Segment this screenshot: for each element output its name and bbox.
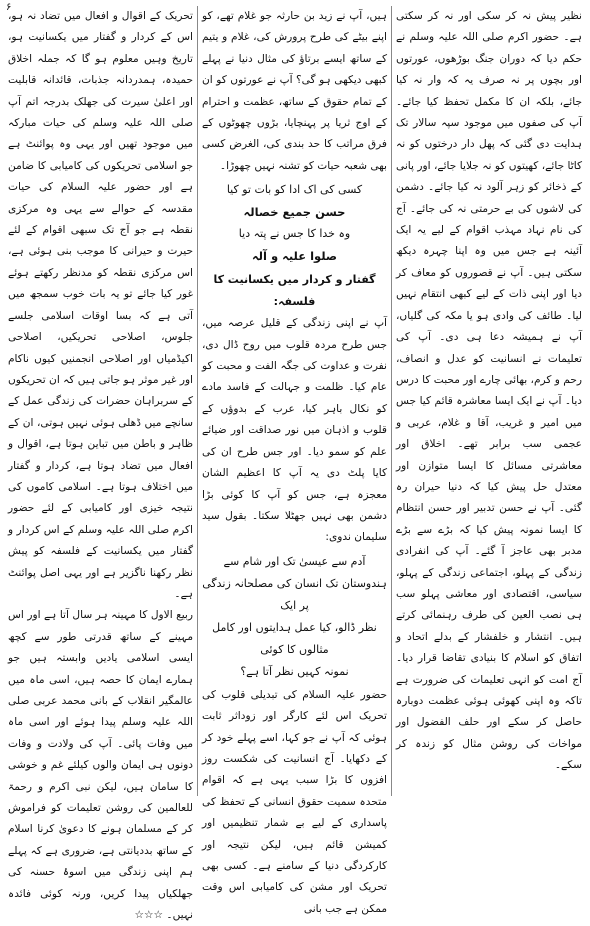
quote-line: نمونہ کہیں نظر آتا ہے؟ [240, 664, 349, 678]
verse-line: کسی کی اک ادا کو بات تو کیا [226, 183, 363, 197]
column-middle [198, 6, 392, 915]
paragraph: ہیں، آپ نے زید بن حارثہ جو غلام تھے، کو اپنے بیٹے کی طرح پرورش کی، غلام و یتیم کے ساتھ ایسے برتاؤ کی مثال دنیا نے پہلے کبھی دیکھی ہو گی؟ آپ نے عورتوں کو ان کے تمام حقوق کے ساتھ، عظمت و احترام کے اوج ثریا پر پہنچایا، بڑوں چھوٹوں کے فرق مراتب کا حد بندی کی، الغرض کسی بھی شعبہ حیات کو تشنہ نہیں چھوڑا۔ [202, 10, 387, 172]
verse-line-arabic: حسن جمیع خصالہ [243, 205, 346, 220]
quote-line: نظر ڈالو، کیا عمل ہدایتوں اور کامل مثالوں کا کوئی [212, 620, 377, 656]
paragraph: تحریک کے اقوال و افعال میں تضاد نہ ہو، اس کے کردار و گفتار میں یکسانیت ہو، تاریخ وہیں معلوم ہو گا کہ جملہ اخلاق حمیدہ، ہمدردانہ جذبات، قائدانہ قابلیت اور اعلیٰ سیرت کی جھلک بدرجہ اتم آپ صلی اللہ علیہ وسلم کی حیات مبارکہ میں موجود تھیں اور یہی وہ پوائنٹ ہے جو اسلامی تحریکوں کی کامیابی کا ضامن ہے اور حضور علیہ السلام کی حیات مقدسہ کے حوالے سے یہی وہ مرکزی نقطہ ہے جو آج تک سبھی اقوام کے لئے حیرت و حیرانی کا موجب بنی ہوئی ہے، اس مرکزی نقطہ کو مدنظر رکھتے ہوئے غور کیا جائے تو یہ بات خوب سمجھ میں آتی ہے کہ بسا اوقات اسلامی جلسے جلوس، اصلاحی تحریکیں، اصلاحی اکیڈمیاں اور اصلاحی انجمنیں کیوں ناکام اور غیر موثر ہو جاتی ہیں کہ ان تحریکوں کے سربراہان حضرات کی زندگی عمل کے سانچے میں ڈھلی ہوئی نہیں ہوتی، ان کے ظاہر و باطن میں تباین ہوتا ہے، اقوال و افعال میں تضاد ہوتا ہے، کردار و گفتار میں اختلاف ہوتا ہے۔ اسلامی کاموں کی نتیجہ خیزی اور کامیابی کے لئے حضور اکرم صلی اللہ علیہ وسلم کے اس کردار و گفتار میں یکسانیت کے فلسفہ کو پیش نظر رکھنا ناگزیر ہے اور یہی اصل پوائنٹ ہے۔ [8, 10, 193, 600]
poem-verse [202, 179, 387, 267]
quote-line: آدم سے عیسیٰ تک اور شام سے [223, 554, 366, 568]
verse-line-arabic: صلوا علیہ و آلہ [251, 249, 338, 264]
text-columns [4, 6, 586, 922]
paragraph: آپ نے اپنی زندگی کے قلیل عرصہ میں، جس طرح مردہ قلوب میں روح ڈال دی، نفرت و عداوت کی جگہ الفت و محبت کو عام کیا۔ ظلمت و جہالت کے فاسد مادے کو نکال باہر کیا، عرب کے بدوؤں کے قلوب و اذہان میں نور صداقت اور ضیائے علم کو سمو دیا۔ اور جس طرح ان کی کایا پلٹ دی یہ آپ کا اعظیم الشان معجزہ ہے، جس کو آپ کا کوئی بڑا دشمن بھی نہیں جھٹلا سکتا۔ بقول سید سلیمان ندوی: [202, 317, 387, 544]
section-heading: گفتار و کردار میں یکسانیت کا فلسفہ: [213, 273, 376, 309]
page-mark: ۶ [6, 2, 12, 13]
column-left [4, 6, 198, 922]
column-right [392, 6, 586, 796]
paragraph: حضور علیہ السلام کی تبدیلی قلوب کی تحریک اس لئے کارگر اور زوداثر ثابت ہوئی کہ آپ نے جو کہا، اسے پہلے خود کر کے دکھایا۔ آج انسانیت کی شکست روز افزوں کا بڑا سبب یہی ہے کہ اقوام متحدہ سمیت حقوق انسانی کے تحفظ کی پاسداری کے لیے بے شمار تنظیمیں اور کمیشن قائم ہیں، لیکن نتیجہ اور کارکردگی دنیا کے سامنے ہے۔ کسی بھی تحریک اور مشن کی کامیابی اس وقت ممکن ہے جب بانی [202, 688, 387, 915]
paragraph: ربیع الاول کا مہینہ ہر سال آتا ہے اور اس مہینے کے ساتھ قدرتی طور سے کچھ ایسی اسلامی یادیں وابستہ ہیں جو ہمارے ایمان کا حصہ ہیں، اسی ماہ میں عالمگیر انقلاب کے بانی محمد عربی صلی اللہ علیہ وسلم پیدا ہوئے اور اسی ماہ میں وفات پائی۔ آپ کی ولادت و وفات دونوں ہی ایمان والوں کیلئے غم و خوشی کا سامان ہیں، لیکن نبی اکرم و رحمۃ للعالمین کی روشن تعلیمات کو فراموش کر کے مسلمان ہونے کا دعویٰ کرنا اسلام کے ساتھ بددیانتی ہے، ضروری ہے کہ پہلے ہم اپنی زندگی میں اسوۂ حسنہ کی جھلکیاں پیدا کریں، ورنہ کوئی فائدہ نہیں۔ ☆☆☆ [8, 609, 193, 922]
block-quote [202, 551, 387, 683]
paragraph: نظیر پیش نہ کر سکی اور نہ کر سکتی ہے۔ حضور اکرم صلی اللہ علیہ وسلم نے حکم دیا کہ دوران جنگ بوڑھوں، عورتوں اور بچوں پر نہ صرف یہ کہ وار نہ کیا جائے، بلکہ ان کا مکمل تحفظ کیا جائے۔ آپ کی صفوں میں موجود سپہ سالار تک ہدایت دی گئی کہ پھل دار درختوں کو نہ کاٹا جائے، کھیتوں کو نہ جلایا جائے، اور پانی کے ذخائر کو زہر آلود نہ کیا جائے۔ دشمن کی لاشوں کی بے حرمتی نہ کی جائے۔ آج کی نام نہاد مہذب اقوام کے لیے یہ ایک آئینہ ہے جس میں وہ اپنا چہرہ دیکھ سکتی ہیں۔ آپ نے قصوروں کو معاف کر دیا اور اپنی ذات کے لیے کبھی انتقام نہیں لیا۔ طائف کی وادی ہو یا مکہ کی گلیاں، آپ نے ہمیشہ دعا ہی دی۔ آپ کی تعلیمات نے انسانیت کو عدل و انصاف، رحم و کرم، بھائی چارے اور محبت کا درس دیا۔ آپ نے ایک ایسا معاشرہ قائم کیا جس میں امیر و غریب، آقا و غلام، عربی و عجمی سب برابر تھے۔ اخلاق اور معاشرتی مسائل کا ایسا متوازن اور معتدل حل پیش کیا کہ دنیا حیران رہ گئی۔ آپ نے حسن تدبیر اور حسن انتظام کا ایسا نمونہ پیش کیا کہ بڑے سے بڑے مدبر بھی عاجز آ گئے۔ آپ کی انفرادی زندگی کے پہلو، اجتماعی زندگی کے پہلو، سیاسی، اقتصادی اور معاشی پہلو سب ہی نصب العین کی طرف رہنمائی کرتے ہیں۔ انتشار و خلفشار کے بدلے اتحاد و اتفاق کو اسلام کا بنیادی تقاضا قرار دیا۔ آج امت کو انہی تعلیمات کی ضرورت ہے تاکہ وہ اپنی کھوئی ہوئی عظمت دوبارہ حاصل کر سکے اور حلف الفضول اور مواخات کی روشن مثال کو زندہ کر سکے۔ [396, 10, 582, 772]
quote-line: ہندوستان تک انسان کی مصلحانہ زندگی پر ایک [202, 576, 387, 612]
verse-line: وہ خدا کا جس نے پتہ دیا [238, 227, 351, 241]
